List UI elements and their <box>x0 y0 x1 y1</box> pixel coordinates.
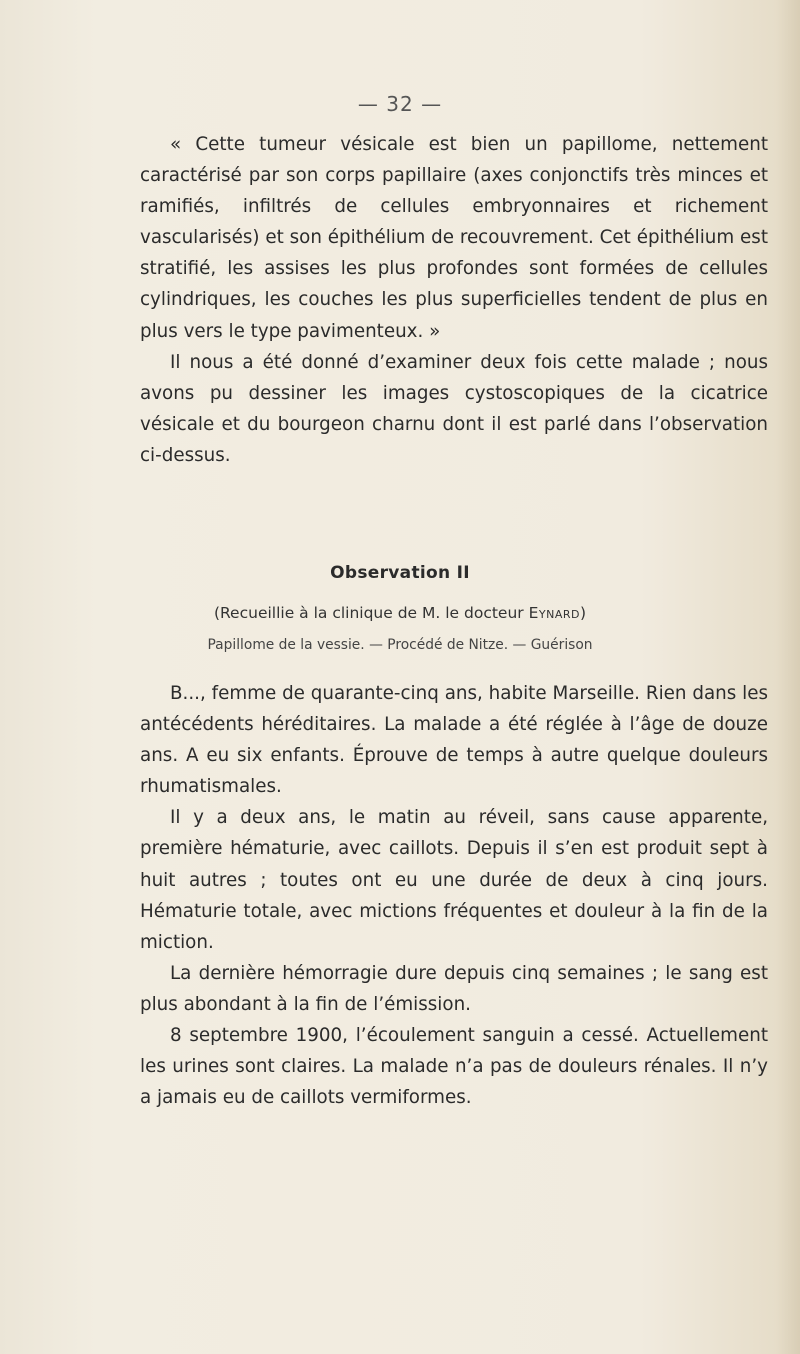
observation-source <box>0 604 800 622</box>
paragraph: B..., femme de quarante-cinq ans, habite Marseille. Rien dans les antécédents héréditaires. La malade a été réglée à l’âge de douze ans. A eu six enfants. Éprouve de temps à autre quelque douleurs rhumatismales. <box>140 683 768 798</box>
observation-subtitle: Papillome de la vessie. — Procédé de Nitze. — Guérison <box>207 637 593 653</box>
source-suffix: ) <box>579 604 587 622</box>
section-pathology-report <box>140 129 768 471</box>
section-case-history <box>140 678 768 1113</box>
paragraph: La dernière hémorragie dure depuis cinq semaines ; le sang est plus abondant à la fin de l’émission. <box>140 962 768 1015</box>
paragraph: « Cette tumeur vésicale est bien un papillome, nettement caractérisé par son corps papillaire (axes conjonctifs très minces et ramifiés, infiltrés de cellules embryonnaires et richement vascularisés) et son épithélium de recouvrement. Cet épithélium est stratifié, les assises les plus profondes sont formées de cellules cylindriques, les couches les plus superficielles tendent de plus en plus vers le type pavimenteux. » <box>140 134 768 342</box>
paragraph: Il nous a été donné d’examiner deux fois cette malade ; nous avons pu dessiner les images cystoscopiques de la cicatrice vésicale et du bourgeon charnu dont il est parlé dans l’observation ci-dessus. <box>140 351 768 466</box>
source-doctor: Eynard <box>528 604 580 622</box>
source-prefix: (Recueillie à la clinique de M. le docteur <box>213 604 529 622</box>
observation-title: Observation II <box>330 563 470 583</box>
page-number: — 32 — <box>357 92 443 116</box>
paragraph: Il y a deux ans, le matin au réveil, sans cause apparente, première hématurie, avec caillots. Depuis il s’en est produit sept à huit autres ; toutes ont eu une durée de deux à cinq jours. Hématurie totale, avec mictions fréquentes et douleur à la fin de la miction. <box>140 807 768 953</box>
paragraph: 8 septembre 1900, l’écoulement sanguin a cessé. Actuellement les urines sont claires. La malade n’a pas de douleurs rénales. Il n’y a jamais eu de caillots vermiformes. <box>140 1025 768 1109</box>
